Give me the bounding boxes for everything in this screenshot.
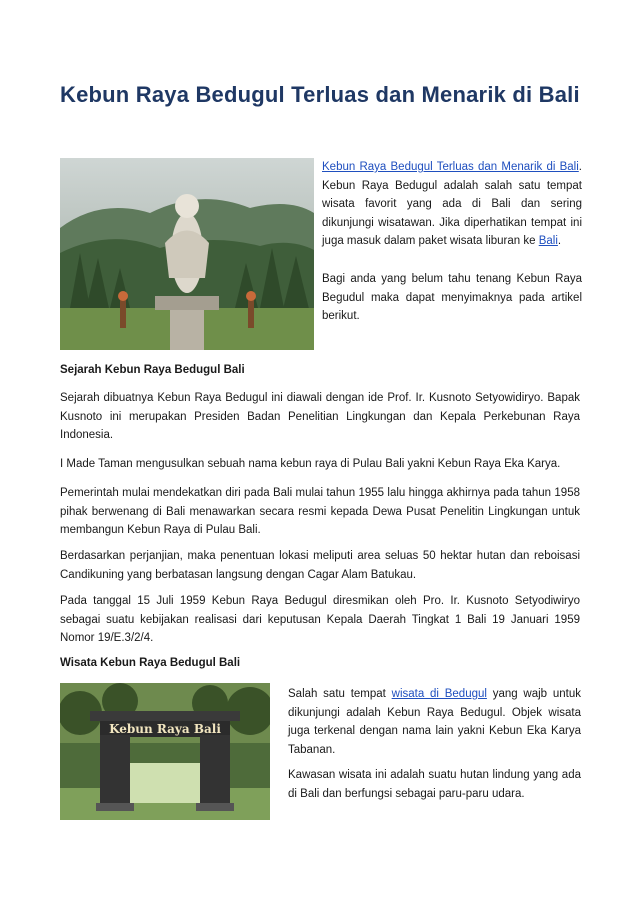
wisata-text-after-link: yang wajb untuk dikunjungi adalah Kebun Raya Bedugul. Objek wisata juga terkenal dengan nama lain yakni Kebun Eka Karya Tabanan. [288,688,581,756]
page-title: Kebun Raya Bedugul Terluas dan Menarik di Bali [60,82,580,107]
gate-sign-text: Kebun Raya Bali [109,722,221,736]
section-heading-sejarah: Sejarah Kebun Raya Bedugul Bali [60,364,245,376]
title-link-punctuation: . [578,161,582,173]
intro-text [322,158,582,251]
body-paragraph-4: Berdasarkan perjanjian, maka penentuan lokasi meliputi area seluas 50 hektar hutan dan reboisasi Candikuning yang berbatasan langsung dengan Cagar Alam Batukau. [60,550,580,581]
wisata-bedugul-link[interactable]: wisata di Bedugul [391,688,487,700]
intro-paragraph-1: Kebun Raya Bedugul adalah salah satu tempat wisata favorit yang ada di Bali dan sering dikunjungi wisatawan. Jika diperhatikan tempat ini juga masuk dalam paket wisata liburan ke [322,179,582,247]
body-paragraph-2: I Made Taman mengusulkan sebuah nama kebun raya di Pulau Bali yakni Kebun Raya Eka Karya. [60,458,561,470]
statue-illustration [60,158,314,350]
gate-photo [60,683,270,820]
title-link[interactable]: Kebun Raya Bedugul Terluas dan Menarik di Bali [322,161,579,173]
wisata-text [288,685,581,759]
body-paragraph-5: Pada tanggal 15 Juli 1959 Kebun Raya Bedugul diresmikan oleh Pro. Ir. Kusnoto Setyodiwiryo sebagai suatu kebijakan realisasi dari keputusan Kepala Daerah Tingkat 1 Bali 19 Januari 1959 Nomor 19/E.3/2/4. [60,595,580,644]
intro-paragraph-2: Bagi anda yang belum tahu tenang Kebun Raya Begudul maka dapat menyimaknya pada artikel berikut. [322,273,582,322]
bali-link-punctuation: . [557,235,562,247]
statue-photo [60,158,314,350]
body-paragraph-3: Pemerintah mulai mendekatkan diri pada Bali mulai tahun 1955 lalu hingga akhirnya pada tahun 1958 pihak berwenang di Bali menawarkan secara resmi kepada Dewa Pusat Penelitin Lingkungan untuk membangun Kebun Raya di Pulau Bali. [60,487,580,536]
bali-link[interactable]: Bali [538,235,558,247]
section-heading-wisata: Wisata Kebun Raya Bedugul Bali [60,657,241,669]
wisata-paragraph-2: Kawasan wisata ini adalah suatu hutan lindung yang ada di Bali dan berfungsi sebagai paru-paru udara. [288,769,581,800]
wisata-text-before-link: Salah satu tempat [288,688,386,700]
body-paragraph-1: Sejarah dibuatnya Kebun Raya Bedugul ini diawali dengan ide Prof. Ir. Kusnoto Setyowidiryo. Bapak Kusnoto ini merupakan Presiden Badan Penelitian Lingkungan dan Kepala Perkebunan Raya Indonesia. [60,392,580,441]
gate-illustration [60,683,270,820]
